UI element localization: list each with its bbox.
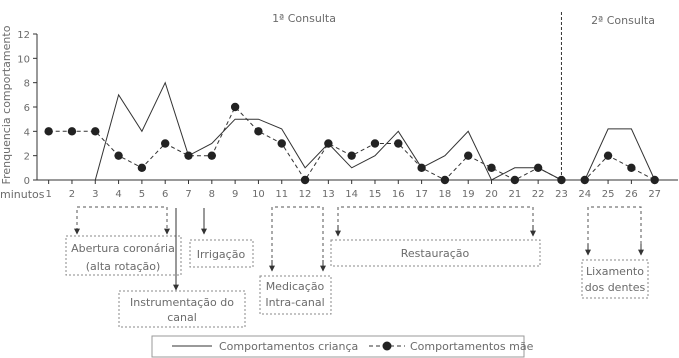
series-layer (44, 83, 658, 185)
y-tick-label: 10 (17, 54, 30, 66)
x-tick-label: 27 (648, 189, 662, 200)
annotation-restauracao (331, 207, 540, 266)
x-tick-label: 2 (68, 189, 76, 200)
x-tick-label: 26 (625, 189, 638, 200)
annotation-restauracao-bracket (338, 207, 533, 234)
data-point-mae (231, 103, 239, 111)
x-tick-label: 5 (138, 189, 146, 200)
data-point-mae (581, 176, 589, 184)
data-point-mae (650, 176, 658, 184)
y-tick-label: 4 (23, 127, 30, 139)
data-point-mae (417, 164, 425, 172)
annotation-lixamento-bracket (588, 207, 641, 252)
x-tick-label: 13 (321, 189, 335, 200)
data-point-mae (278, 139, 286, 147)
annotation-medicacao-text-1: Medicação (265, 280, 325, 293)
annotation-lixamento-text-2: dos dentes (584, 281, 646, 294)
x-tick-label: 19 (461, 189, 475, 200)
annotation-medicacao (260, 207, 331, 314)
annotation-irrigacao (190, 208, 253, 267)
data-point-mae (184, 151, 192, 159)
data-point-mae (464, 151, 472, 159)
annotation-instrumentacao-text-2: canal (167, 311, 197, 324)
x-tick-label: 18 (438, 189, 452, 200)
legend-label-mae: Comportamentos mãe (410, 340, 534, 353)
x-tick-label: 15 (368, 189, 382, 200)
data-point-mae (68, 127, 76, 135)
y-tick-label: 12 (17, 30, 30, 41)
x-tick-label: 7 (185, 189, 192, 200)
y-axis-label: Frenquencia comportamento (0, 25, 13, 185)
data-point-mae (138, 164, 146, 172)
legend (152, 336, 534, 357)
x-tick-label: 20 (485, 189, 498, 200)
data-point-mae (627, 164, 635, 172)
annotation-abertura-bracket (77, 207, 167, 234)
x-tick-label: 23 (555, 189, 568, 200)
x-tick-label: 9 (231, 189, 239, 200)
x-tick-label: 17 (415, 189, 428, 200)
data-point-mae (604, 151, 612, 159)
legend-marker-mae (383, 342, 392, 351)
data-point-mae (254, 127, 262, 135)
session-label-1: 1ª Consulta (272, 12, 336, 25)
annotation-medicacao-bracket (272, 207, 323, 270)
data-point-mae (371, 139, 379, 147)
data-point-mae (324, 139, 332, 147)
data-point-mae (511, 176, 519, 184)
annotation-abertura-text-1: Abertura coronária (71, 242, 175, 255)
x-tick-label: 24 (578, 189, 592, 200)
axes (17, 12, 678, 200)
data-point-mae (114, 151, 122, 159)
annotation-abertura-text-2: (alta rotação) (85, 260, 161, 273)
x-tick-label: 16 (391, 189, 405, 200)
y-tick-label: 0 (23, 176, 30, 187)
y-tick-label: 2 (23, 151, 30, 163)
x-tick-label: 25 (601, 189, 615, 200)
x-tick-label: 21 (508, 189, 522, 200)
x-tick-label: 1 (45, 189, 52, 200)
annotation-layer (66, 207, 648, 327)
data-point-mae (534, 164, 542, 172)
data-point-mae (557, 176, 565, 184)
x-tick-label: 12 (298, 189, 312, 200)
annotation-restauracao-text: Restauração (400, 247, 470, 260)
x-tick-label: 22 (531, 189, 545, 200)
x-axis-label: minutos (0, 188, 45, 201)
data-point-mae (161, 139, 169, 147)
data-point-mae (394, 139, 402, 147)
annotation-lixamento-text-1: Lixamento (586, 265, 644, 278)
session-label-2: 2ª Consulta (591, 14, 655, 27)
x-tick-label: 10 (252, 189, 265, 200)
annotation-medicacao-text-2: Intra-canal (265, 296, 325, 309)
data-point-mae (441, 176, 449, 184)
data-point-mae (208, 151, 216, 159)
x-tick-label: 14 (345, 189, 359, 200)
data-point-mae (44, 127, 52, 135)
x-tick-label: 4 (115, 189, 122, 200)
x-tick-label: 3 (92, 189, 99, 200)
x-tick-label: 8 (208, 189, 216, 200)
data-point-mae (487, 164, 495, 172)
y-tick-label: 8 (23, 78, 30, 90)
annotation-instrumentacao-text-1: Instrumentação do (130, 296, 234, 309)
y-tick-label: 6 (23, 103, 30, 114)
annotation-abertura (66, 207, 181, 275)
legend-label-crianca: Comportamentos criança (219, 340, 359, 353)
data-point-mae (347, 151, 355, 159)
annotation-lixamento (582, 207, 648, 298)
annotation-irrigacao-text: Irrigação (196, 248, 246, 261)
data-point-mae (301, 176, 309, 184)
x-tick-label: 6 (162, 189, 169, 200)
x-tick-label: 11 (275, 189, 289, 200)
data-point-mae (91, 127, 99, 135)
